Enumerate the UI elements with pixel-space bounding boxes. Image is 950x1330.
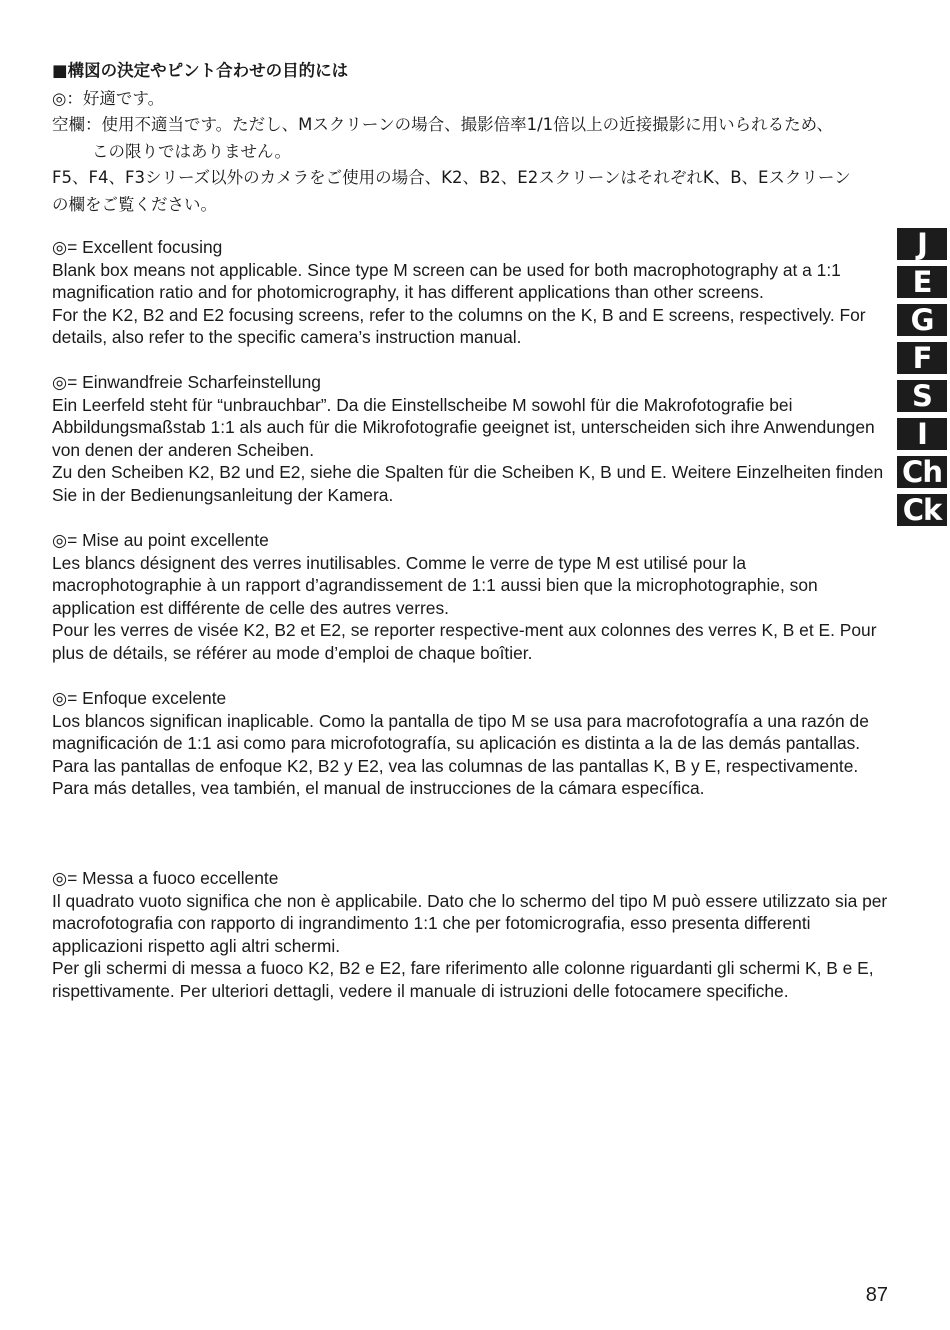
language-tabs (897, 228, 947, 532)
japanese-line: の欄をご覧ください。 (52, 194, 217, 214)
section-title: ◎= Excellent focusing (52, 237, 223, 257)
japanese-heading: ■構図の決定やピント合わせの目的には (52, 61, 349, 80)
section-paragraph: Los blancos significan inaplicable. Como la pantalla de tipo M se usa para macrofotografía a una razón de magnificación de 1:1 asi como para microfotografía, su aplicación es distinta a la de las demás pantallas. (52, 710, 869, 754)
section-paragraph: Blank box means not applicable. Since type M screen can be used for both macrophotography at a 1:1 magnification ratio and for photomicrography, it has different applications than other screens. (52, 259, 841, 303)
language-tab-ck[interactable]: Ck (897, 494, 947, 526)
japanese-line: 空欄：使用不適当です。ただし、Mスクリーンの場合、撮影倍率1/1倍以上の近接撮影に用いられるため、 (52, 115, 833, 134)
japanese-line: ◎：好適です。 (52, 88, 165, 108)
section-title: ◎= Enfoque excelente (52, 688, 227, 708)
language-tab-g[interactable]: G (897, 304, 947, 336)
section-paragraph: Il quadrato vuoto significa che non è applicabile. Dato che lo schermo del tipo M può essere utilizzato sia per macrofotografia con rapporto di ingrandimento 1:1 che per fotomicrografia, esso presenta differenti applicazioni rispetto agli altri schermi. (52, 890, 888, 956)
section-german (52, 371, 897, 507)
language-tab-s[interactable]: S (897, 380, 947, 412)
page-number: 87 (865, 1284, 888, 1306)
section-italian (52, 867, 897, 1003)
section-paragraph: Pour les verres de visée K2, B2 et E2, se reporter respective-ment aux colonnes des verres K, B et E. Pour plus de détails, se référer au mode d’emploi de chaque boîtier. (52, 620, 877, 663)
language-tab-i[interactable]: I (897, 418, 947, 450)
section-paragraph: For the K2, B2 and E2 focusing screens, refer to the columns on the K, B and E screens, respectively. For details, also refer to the specific camera’s instruction manual. (52, 304, 866, 348)
section-spanish (52, 687, 897, 800)
section-paragraph: Ein Leerfeld steht für “unbrauchbar”. Da die Einstellscheibe M sowohl für die Makrofotografie bei Abbildungsmaßstab 1:1 als auch für die Mikrofotografie geeignet ist, unterscheiden sich ihre Anwendungen von denen der anderen Scheiben. (52, 394, 875, 460)
section-title: ◎= Messa a fuoco eccellente (52, 868, 279, 888)
language-tab-f[interactable]: F (897, 342, 947, 374)
section-paragraph: Les blancs désignent des verres inutilisables. Comme le verre de type M est utilisé pour la macrophotographie à un rapport d’agrandissement de 1:1 aussi bien que la microphotographie, son application est différente de celle des autres verres. (52, 552, 818, 618)
section-title: ◎= Mise au point excellente (52, 530, 269, 550)
section-paragraph: Per gli schermi di messa a fuoco K2, B2 e E2, fare riferimento alle colonne riguardanti gli schermi K, B e E, rispettivamente. Per ulteriori dettagli, vedere il manuale di istruzioni delle fotocamere specifiche. (52, 958, 874, 1001)
language-tab-e[interactable]: E (897, 266, 947, 298)
language-tab-j[interactable]: J (897, 228, 947, 260)
section-french (52, 529, 897, 665)
section-title: ◎= Einwandfreie Scharfeinstellung (52, 372, 321, 392)
japanese-line: F5、F4、F3シリーズ以外のカメラをご使用の場合、K2、B2、E2スクリーンはそれぞれK、B、Eスクリーン (52, 168, 851, 187)
section-paragraph: Zu den Scheiben K2, B2 und E2, siehe die Spalten für die Scheiben K, B und E. Weitere Einzelheiten finden Sie in der Bedienungsanleitung der Kamera. (52, 462, 884, 505)
japanese-line: この限りではありません。 (92, 141, 291, 161)
japanese-section (52, 58, 897, 218)
language-tab-ch[interactable]: Ch (897, 456, 947, 488)
section-english (52, 236, 897, 349)
section-paragraph: Para las pantallas de enfoque K2, B2 y E2, vea las columnas de las pantallas K, B y E, respectivamente. Para más detalles, vea también, el manual de instrucciones de la cámara específica. (52, 755, 859, 799)
